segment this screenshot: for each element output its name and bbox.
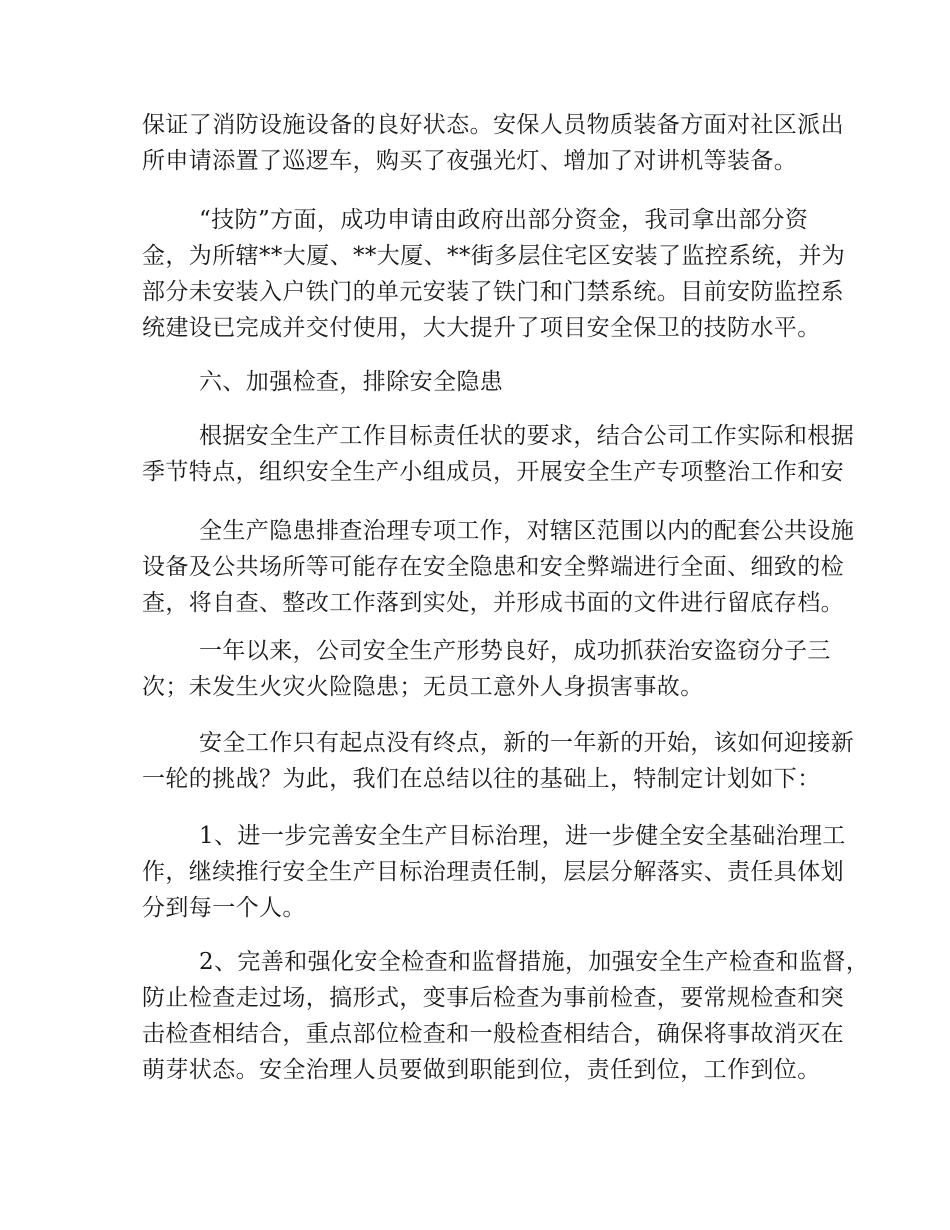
text-line: 金，为所辖**大厦、**大厦、**街多层住宅区安装了监控系统，并为	[142, 243, 846, 269]
list-item-2: 2、完善和强化安全检查和监督措施，加强安全生产检查和监督，	[199, 949, 870, 975]
list-item-1: 1、进一步完善安全生产目标治理，进一步健全安全基础治理工	[199, 823, 846, 849]
text-line: 统建设已完成并交付使用，大大提升了项目安全保卫的技防水平。	[142, 315, 821, 341]
text-line: 一年以来，公司安全生产形势良好，成功抓获治安盗窃分子三	[199, 638, 831, 664]
text-line: 所申请添置了巡逻车，购买了夜强光灯、增加了对讲机等装备。	[142, 148, 798, 174]
text-line: 作，继续推行安全生产目标治理责任制，层层分解落实、责任具体划	[142, 859, 844, 885]
text-line: 保证了消防设施设备的良好状态。安保人员物质装备方面对社区派出	[142, 112, 844, 138]
text-line: 安全工作只有起点没有终点，新的一年新的开始，该如何迎接新	[199, 730, 855, 756]
text-line: 一轮的挑战？为此，我们在总结以往的基础上，特制定计划如下：	[142, 766, 821, 792]
text-line: 击检查相结合，重点部位检查和一般检查相结合，确保将事故消灭在	[142, 1021, 844, 1047]
text-line: 全生产隐患排查治理专项工作，对辖区范围以内的配套公共设施	[199, 518, 855, 544]
text-line: 设备及公共场所等可能存在安全隐患和安全弊端进行全面、细致的检	[142, 554, 844, 580]
text-line: 分到每一个人。	[142, 895, 306, 921]
text-line: 防止检查走过场，搞形式，变事后检查为事前检查，要常规检查和突	[142, 985, 844, 1011]
text-line: 查，将自查、整改工作落到实处，并形成书面的文件进行留底存档。	[142, 590, 844, 616]
text-line: 季节特点，组织安全生产小组成员，开展安全生产专项整治工作和安	[142, 459, 844, 485]
text-line: 根据安全生产工作目标责任状的要求，结合公司工作实际和根据	[199, 423, 855, 449]
section-heading: 六、加强检查，排除安全隐患	[199, 369, 504, 395]
text-line: 部分未安装入户铁门的单元安装了铁门和门禁系统。目前安防监控系	[142, 279, 844, 305]
text-line: 萌芽状态。安全治理人员要做到职能到位，责任到位，工作到位。	[142, 1057, 821, 1083]
text-line: “技防”方面，成功申请由政府出部分资金，我司拿出部分资	[199, 207, 809, 233]
text-line: 次；未发生火灾火险隐患；无员工意外人身损害事故。	[142, 674, 704, 700]
